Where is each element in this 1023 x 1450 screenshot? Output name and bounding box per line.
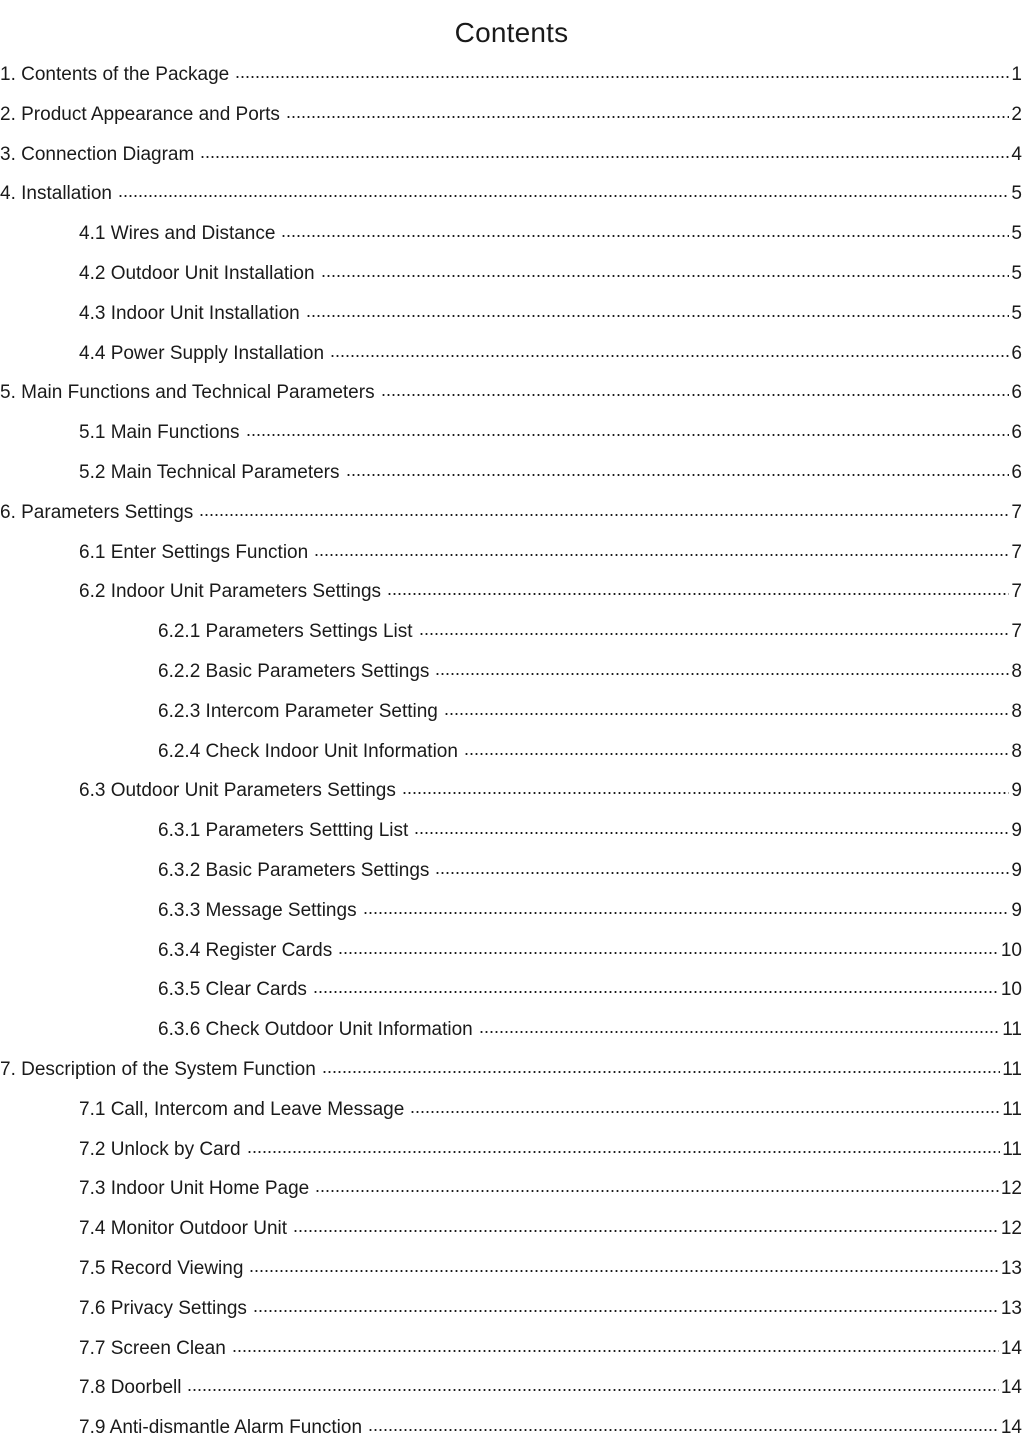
toc-entry-page-number: 8 [1011,660,1022,682]
dot-leader [479,1030,1001,1034]
toc-entry[interactable] [0,853,1022,893]
toc-entry-label: 6.2.4 Check Indoor Unit Information [158,740,458,762]
toc-entry-label: 2. Product Appearance and Ports [0,103,280,125]
dot-leader [314,553,1009,557]
toc-entry-page-number: 8 [1011,700,1022,722]
dot-leader [346,473,1010,477]
toc-entry[interactable] [0,1171,1022,1211]
toc-entry-label: 6.2 Indoor Unit Parameters Settings [79,581,382,603]
toc-entry-label: 6.3.4 Register Cards [158,939,333,961]
toc-entry-page-number: 12 [1000,1178,1022,1200]
toc-entry-label: 7.3 Indoor Unit Home Page [79,1178,310,1200]
toc-entry-label: 7.9 Anti-dismantle Alarm Function [79,1417,363,1439]
toc-entry-page-number: 13 [1000,1257,1022,1279]
toc-entry-label: 7.1 Call, Intercom and Leave Message [79,1098,405,1120]
toc-entry[interactable] [0,336,1022,376]
toc-entry-label: 5.2 Main Technical Parameters [79,461,340,483]
toc-entry-page-number: 8 [1011,740,1022,762]
toc-entry-page-number: 9 [1011,780,1022,802]
toc-entry[interactable] [0,972,1022,1012]
toc-entry-label: 4. Installation [0,183,112,205]
dot-leader [322,1070,1001,1074]
toc-entry[interactable] [0,1132,1022,1172]
toc-entry[interactable] [0,176,1022,216]
toc-entry-page-number: 9 [1011,859,1022,881]
dot-leader [286,115,1010,119]
toc-entry-page-number: 9 [1011,899,1022,921]
toc-entry-page-number: 11 [1002,1058,1022,1080]
toc-entry[interactable] [0,97,1022,137]
toc-entry-label: 6. Parameters Settings [0,501,194,523]
toc-entry-page-number: 11 [1002,1138,1022,1160]
toc-entry-label: 5.1 Main Functions [79,422,240,444]
toc-entry-page-number: 1 [1011,64,1022,85]
toc-entry-page-number: 14 [1000,1377,1022,1399]
dot-leader [435,871,1009,875]
page-title: Contents [454,16,569,48]
dot-leader [435,672,1009,676]
dot-leader [187,1388,998,1392]
toc-entry-label: 6.3.3 Message Settings [158,899,357,921]
toc-entry[interactable] [0,1092,1022,1132]
toc-entry[interactable] [0,1052,1022,1092]
dot-leader [253,1309,999,1313]
toc-entry[interactable] [0,1370,1022,1410]
toc-entry-page-number: 6 [1011,461,1022,483]
toc-entry-label: 6.3.1 Parameters Settting List [158,820,409,842]
toc-entry[interactable] [0,1251,1022,1291]
toc-entry-page-number: 9 [1011,820,1022,842]
dot-leader [281,234,1009,238]
toc-entry-page-number: 10 [1000,979,1022,1001]
toc-entry[interactable] [0,813,1022,853]
toc-entry-label: 7.5 Record Viewing [79,1257,244,1279]
dot-leader [410,1110,1000,1114]
dot-leader [381,393,1010,397]
toc-entry[interactable] [0,495,1022,535]
toc-entry-label: 4.1 Wires and Distance [79,223,276,245]
toc-entry[interactable] [0,574,1022,614]
dot-leader [235,75,1009,79]
toc-entry-page-number: 7 [1011,621,1022,643]
dot-leader [402,791,1010,795]
toc-entry[interactable] [0,1410,1022,1450]
toc-entry-label: 6.3.2 Basic Parameters Settings [158,859,430,881]
toc-entry-page-number: 4 [1011,143,1022,165]
dot-leader [199,513,1009,517]
toc-entry-page-number: 5 [1011,302,1022,324]
dot-leader [338,951,999,955]
dot-leader [368,1428,999,1432]
toc-entry[interactable] [0,933,1022,973]
dot-leader [247,1150,1001,1154]
toc-entry[interactable] [0,694,1022,734]
toc-entry-page-number: 6 [1011,342,1022,364]
toc-entry[interactable] [0,1012,1022,1052]
toc-entry[interactable] [0,1331,1022,1371]
toc-entry[interactable] [0,375,1022,415]
toc-entry-page-number: 7 [1011,581,1022,603]
dot-leader [232,1349,999,1353]
toc-entry-label: 6.1 Enter Settings Function [79,541,309,563]
toc-entry-label: 6.3 Outdoor Unit Parameters Settings [79,780,396,802]
toc-entry-label: 5. Main Functions and Technical Parameters [0,382,375,404]
dot-leader [444,712,1010,716]
dot-leader [363,911,1010,915]
toc-entry-label: 7.8 Doorbell [79,1377,182,1399]
toc-entry[interactable] [0,893,1022,933]
toc-entry-page-number: 2 [1011,103,1022,125]
toc-entry-label: 6.2.3 Intercom Parameter Setting [158,700,438,722]
table-of-contents [0,57,1022,1450]
dot-leader [313,990,999,994]
toc-entry-page-number: 12 [1000,1218,1022,1240]
toc-entry-page-number: 6 [1011,382,1022,404]
toc-entry[interactable] [0,137,1022,177]
toc-entry[interactable] [0,296,1022,336]
dot-leader [249,1269,998,1273]
toc-entry-page-number: 14 [1000,1337,1022,1359]
toc-entry-label: 6.3.5 Clear Cards [158,979,307,1001]
toc-entry[interactable] [0,415,1022,455]
toc-entry-label: 7.4 Monitor Outdoor Unit [79,1218,288,1240]
toc-entry-page-number: 13 [1000,1297,1022,1319]
toc-entry-page-number: 7 [1011,541,1022,563]
dot-leader [200,155,1009,159]
toc-entry-label: 6.3.6 Check Outdoor Unit Information [158,1019,473,1041]
dot-leader [419,632,1010,636]
dot-leader [464,752,1009,756]
toc-entry-label: 4.2 Outdoor Unit Installation [79,262,315,284]
dot-leader [321,274,1010,278]
dot-leader [387,592,1009,596]
toc-entry[interactable] [0,256,1022,296]
dot-leader [306,314,1010,318]
toc-entry-page-number: 6 [1011,422,1022,444]
toc-entry-label: 4.4 Power Supply Installation [79,342,325,364]
toc-entry[interactable] [0,654,1022,694]
dot-leader [246,433,1010,437]
toc-entry-page-number: 5 [1011,262,1022,284]
toc-entry[interactable] [0,216,1022,256]
toc-entry-page-number: 10 [1000,939,1022,961]
toc-entry-label: 4.3 Indoor Unit Installation [79,302,300,324]
dot-leader [118,194,1009,198]
toc-entry[interactable] [0,535,1022,575]
toc-entry[interactable] [0,734,1022,774]
toc-entry-label: 7.7 Screen Clean [79,1337,226,1359]
dot-leader [293,1229,999,1233]
toc-entry-label: 7.6 Privacy Settings [79,1297,247,1319]
toc-entry[interactable] [0,57,1022,97]
toc-entry[interactable] [0,773,1022,813]
toc-entry[interactable] [0,455,1022,495]
toc-entry-page-number: 7 [1011,501,1022,523]
toc-entry-page-number: 11 [1002,1019,1022,1041]
toc-entry-label: 6.2.2 Basic Parameters Settings [158,660,430,682]
toc-entry-label: 3. Connection Diagram [0,143,195,165]
dot-leader [315,1189,999,1193]
dot-leader [414,831,1009,835]
toc-entry[interactable] [0,1291,1022,1331]
toc-entry-page-number: 5 [1011,183,1022,205]
toc-entry-page-number: 5 [1011,223,1022,245]
toc-entry[interactable] [0,614,1022,654]
toc-entry-label: 7.2 Unlock by Card [79,1138,241,1160]
toc-entry[interactable] [0,1211,1022,1251]
toc-entry-label: 6.2.1 Parameters Settings List [158,621,413,643]
toc-entry-page-number: 14 [1000,1417,1022,1439]
dot-leader [330,354,1009,358]
toc-entry-page-number: 11 [1002,1098,1022,1120]
toc-entry-label: 7. Description of the System Function [0,1058,316,1080]
toc-entry-label: 1. Contents of the Package [0,64,230,85]
